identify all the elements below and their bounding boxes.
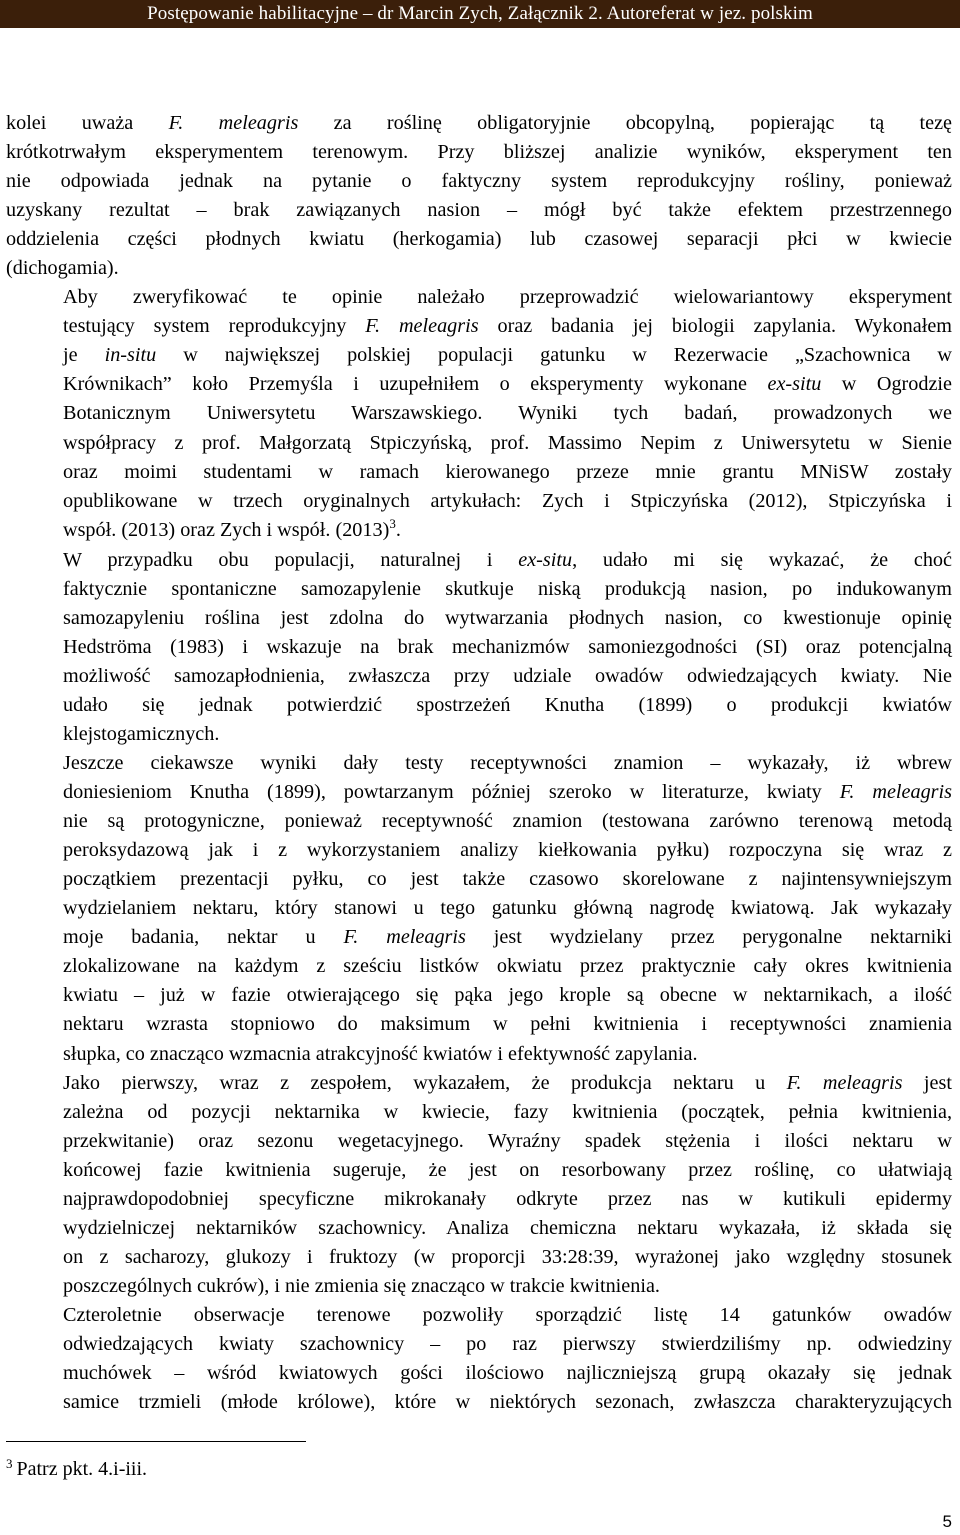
text-line	[6, 1127, 952, 1156]
paragraph	[6, 1301, 952, 1417]
paragraph	[6, 749, 952, 1069]
text-run: współ. (2013) oraz Zych i współ. (2013)	[63, 518, 390, 541]
text-run: wydzielniczej nektarników szachownicy. Analiza chemiczna nektaru wykazała, iż składa się	[63, 1216, 952, 1239]
text-run: kolei uważa	[6, 112, 169, 134]
text-line	[6, 1069, 952, 1098]
text-line	[6, 865, 952, 894]
text-line	[6, 370, 952, 399]
text-run: początkiem prezentacji pyłku, co jest także czasowo skorelowane z najintensywniejszym	[63, 868, 952, 891]
text-run: doniesieniom Knutha (1899), powtarzanym później szeroko w literaturze, kwiaty	[63, 781, 840, 804]
text-line	[6, 283, 952, 312]
italic-term: in-situ	[104, 344, 157, 367]
text-run: odwiedzających kwiaty szachownicy – po raz pierwszy stwierdziliśmy np. odwiedziny	[63, 1332, 952, 1355]
text-run: je	[63, 344, 105, 367]
text-run: nektaru wzrasta stopniowo do maksimum w pełni kwitnienia i receptywności znamienia	[63, 1013, 952, 1036]
text-line	[6, 429, 952, 458]
text-run: W przypadku obu populacji, naturalnej i	[63, 548, 519, 571]
text-line	[6, 575, 952, 604]
text-line	[6, 254, 952, 283]
text-line	[6, 981, 952, 1010]
text-run: w największej polskiej populacji gatunku w Rezerwacie „Szachownica w	[156, 344, 953, 367]
text-run: za roślinę obligatoryjnie obcopylną, popierając tą tezę	[298, 112, 952, 134]
text-line	[6, 1359, 952, 1388]
text-run: krótkotrwałym eksperymentem terenowym. Przy bliższej analizie wyników, eksperyment ten	[6, 141, 952, 164]
footnote-separator	[6, 1441, 306, 1442]
text-line	[6, 196, 952, 225]
text-line	[6, 1388, 952, 1417]
text-run: oddzielenia części płodnych kwiatu (herkogamia) lub czasowej separacji płci w kwiecie	[6, 228, 952, 251]
text-run: oraz moimi studentami w ramach kierowanego przeze mnie grantu MNiSW zostały	[63, 460, 952, 483]
text-run: on z sacharozy, glukozy i fruktozy (w proporcji 33:28:39, wyrażonej jako względny stosunek	[63, 1245, 952, 1268]
text-run: poszczególnych cukrów), i nie zmienia się znacząco w trakcie kwitnienia.	[63, 1274, 660, 1297]
footnote-reference: 3	[389, 515, 396, 531]
text-line	[6, 1272, 952, 1301]
italic-term: F. meleagris	[343, 926, 466, 949]
text-run: Hedströma (1983) i wskazuje na brak mechanizmów samoniezgodności (SI) oraz potencjalną	[63, 635, 952, 658]
body-text	[6, 109, 952, 1417]
text-run: samice trzmieli (młode królowe), które w niektórych sezonach, zwłaszcza charakteryzujących	[63, 1391, 952, 1414]
text-line	[6, 778, 952, 807]
text-line	[6, 836, 952, 865]
text-run: zależna od pozycji nektarnika w kwiecie, fazy kwitnienia (początek, pełnia kwitnienia,	[63, 1100, 952, 1123]
text-line	[6, 1301, 952, 1330]
text-line	[6, 399, 952, 428]
page-number: 5	[942, 1512, 952, 1531]
text-run: końcowej fazie kwitnienia sugeruje, że jest on resorbowany przez roślinę, co ułatwiają	[63, 1158, 952, 1181]
text-line	[6, 1243, 952, 1272]
footnote	[6, 1457, 147, 1483]
text-run: samozapyleniu roślina jest zdolna do wytwarzania płodnych nasion, co kwestionuje opinię	[63, 606, 952, 629]
text-line	[6, 1040, 952, 1069]
text-line	[6, 923, 952, 952]
text-run: muchówek – wśród kwiatowych gości ilościowo najliczniejszą grupą okazały się jednak	[63, 1362, 952, 1385]
italic-term: ex-situ	[767, 373, 822, 396]
text-line	[6, 138, 952, 167]
text-run: możliwość samozapłodnienia, zwłaszcza przy udziale owadów odwiedzających kwiaty. Nie	[63, 664, 952, 687]
text-run: nie są protogyniczne, ponieważ receptywność znamion (testowana zarówno terenową metodą	[63, 810, 952, 833]
paragraph	[6, 546, 952, 749]
text-line	[6, 720, 952, 749]
text-line	[6, 633, 952, 662]
text-run: uzyskany rezultat – brak zawiązanych nasion – mógł być także efektem przestrzennego	[6, 199, 952, 222]
text-line	[6, 691, 952, 720]
text-line	[6, 546, 952, 575]
text-run: Czteroletnie obserwacje terenowe pozwoliły sporządzić listę 14 gatunków owadów	[63, 1303, 952, 1326]
text-line	[6, 894, 952, 923]
text-line	[6, 604, 952, 633]
text-line	[6, 458, 952, 487]
text-line	[6, 167, 952, 196]
text-line	[6, 1330, 952, 1359]
text-run: przekwitanie) oraz sezonu wegetacyjnego. Wyraźny spadek stężenia i ilości nektaru w	[63, 1129, 952, 1152]
text-run: opublikowane w trzech oryginalnych artykułach: Zych i Stpiczyńska (2012), Stpiczyńska i	[63, 489, 952, 512]
text-run: nie odpowiada jednak na pytanie o faktyczny system reprodukcyjny rośliny, ponieważ	[6, 170, 952, 193]
paragraph	[6, 283, 952, 545]
text-line	[6, 1098, 952, 1127]
text-run: jest wydzielany przez perygonalne nektarniki	[465, 926, 952, 949]
footnote-mark: 3	[6, 1456, 13, 1471]
text-run: Jako pierwszy, wraz z zespołem, wykazałem, że produkcja nektaru u	[63, 1071, 787, 1094]
text-run: współpracy z prof. Małgorzatą Stpiczyńską, prof. Massimo Nepim z Uniwersytetu w Sienie	[63, 431, 952, 454]
text-run: Krównikach” koło Przemyśla i uzupełniłem o eksperymenty wykonane	[63, 373, 768, 396]
italic-term: F. meleagris	[168, 112, 299, 134]
text-run: zlokalizowane na każdym z sześciu listków okwiatu przez praktycznie cały okres kwitnienia	[63, 955, 952, 978]
text-line	[6, 1010, 952, 1039]
paragraph	[6, 1069, 952, 1301]
text-run: Aby zweryfikować te opinie należało przeprowadzić wielowariantowy eksperyment	[63, 286, 952, 309]
header-title: Postępowanie habilitacyjne – dr Marcin Zych, Załącznik 2. Autoreferat w jez. polskim	[147, 3, 813, 24]
text-line	[6, 662, 952, 691]
text-line	[6, 1156, 952, 1185]
text-line	[6, 312, 952, 341]
text-line	[6, 1185, 952, 1214]
paragraph	[6, 109, 952, 283]
text-line	[6, 1214, 952, 1243]
text-run: udało się jednak potwierdzić spostrzeżeń Knutha (1899) o produkcji kwiatów	[63, 693, 952, 716]
text-run: wydzielaniem nektaru, który stanowi u tego gatunku główną nagrodę kwiatową. Jak wykazały	[63, 897, 952, 920]
text-run: faktycznie spontaniczne samozapylenie skutkuje niską produkcją nasion, po indukowanym	[63, 577, 952, 600]
italic-term: F. meleagris	[839, 781, 952, 804]
text-line	[6, 341, 952, 370]
text-line	[6, 109, 952, 138]
italic-term: F. meleagris	[786, 1071, 903, 1094]
text-run: testujący system reprodukcyjny	[63, 315, 366, 338]
text-run: moje badania, nektar u	[63, 926, 344, 949]
text-run: peroksydazową jak i z wykorzystaniem analizy kiełkowania pyłku) rozpoczyna się wraz z	[63, 839, 952, 862]
text-run: w Ogrodzie	[821, 373, 952, 396]
text-run: (dichogamia).	[6, 257, 119, 280]
text-line	[6, 807, 952, 836]
text-line	[6, 952, 952, 981]
footnote-text: Patrz pkt. 4.i-iii.	[16, 1458, 148, 1480]
italic-term: ex-situ	[518, 548, 573, 571]
text-run: , udało mi się wykazać, że choć	[572, 548, 952, 571]
document-header	[0, 0, 960, 28]
text-line	[6, 516, 952, 546]
text-run: .	[395, 518, 401, 541]
text-run: słupka, co znacząco wzmacnia atrakcyjność kwiatów i efektywność zapylania.	[63, 1042, 698, 1065]
text-run: Botanicznym Uniwersytetu Warszawskiego. Wyniki tych badań, prowadzonych we	[63, 402, 952, 425]
text-run: Jeszcze ciekawsze wyniki dały testy receptywności znamion – wykazały, iż wbrew	[63, 752, 952, 775]
text-run: klejstogamicznych.	[63, 722, 220, 745]
italic-term: F. meleagris	[365, 315, 479, 338]
text-line	[6, 487, 952, 516]
text-run: najprawdopodobniej specyficzne mikrokanały odkryte przez nas w kutikuli epidermy	[63, 1187, 952, 1210]
text-line	[6, 749, 952, 778]
text-run: jest	[902, 1071, 952, 1094]
text-run: oraz badania jej biologii zapylania. Wykonałem	[478, 315, 952, 338]
text-line	[6, 225, 952, 254]
text-run: kwiatu – już w fazie otwierającego się pąka jego krople są obecne w nektarnikach, a ilość	[63, 984, 952, 1007]
